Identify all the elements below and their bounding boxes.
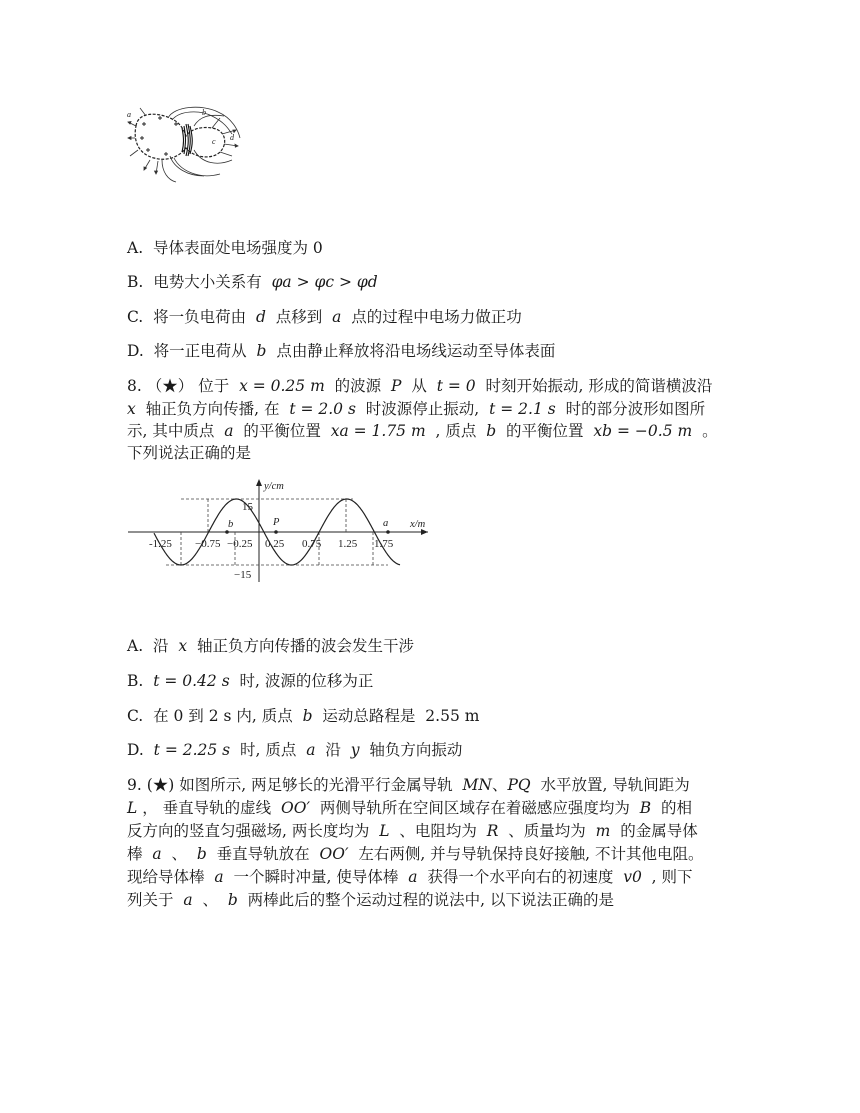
q7-option-b[interactable]: B. 电势大小关系有 φa > φc > φd — [127, 273, 378, 291]
x-axis-label: x/m — [410, 519, 426, 530]
q9-stem-line-2: L ， 垂直导轨的虚线 OO′ 两侧导轨所在空间区域存在着磁感应强度均为 B 的相 — [127, 799, 692, 817]
x-tick-0.25: 0.25 — [265, 538, 285, 550]
q7-option-d[interactable]: D. 将一正电荷从 b 点由静止释放将沿电场线运动至导体表面 — [127, 342, 556, 360]
q8-stem-line-2: x 轴正负方向传播, 在 t = 2.0 s 时波源停止振动, t = 2.1 s 时的部分波形如图所 — [127, 400, 706, 418]
potential-relation: φa > φc > φd — [271, 273, 378, 291]
q9-stem-line-6: 列关于 a 、 b 两棒此后的整个运动过程的说法中, 以下说法正确的是 — [127, 891, 615, 909]
point-b — [225, 530, 229, 534]
wave-graph — [128, 477, 438, 587]
star-icon: (★) — [146, 776, 175, 794]
q8-stem-line-4: 下列说法正确的是 — [127, 444, 252, 462]
x-tick-neg0.25: −0.25 — [227, 538, 253, 550]
q9-stem-line-1: 9. (★) 如图所示, 两足够长的光滑平行金属导轨 MN、PQ 水平放置, 导轨间距为 — [127, 776, 690, 794]
q8-stem-line-3: 示, 其中质点 a 的平衡位置 xa = 1.75 m , 质点 b 的平衡位置 xb = −0.5 m 。 — [127, 422, 718, 440]
point-a — [386, 530, 390, 534]
y-tick-neg15: −15 — [234, 569, 252, 581]
star-icon: （★） — [146, 377, 194, 395]
x-tick-neg1.25: -1.25 — [149, 538, 172, 550]
conductor-field-figure — [128, 104, 278, 184]
q7-option-c[interactable]: C. 将一负电荷由 d 点移到 a 点的过程中电场力做正功 — [127, 308, 522, 326]
q8-option-b[interactable]: B. t = 0.42 s 时, 波源的位移为正 — [127, 672, 374, 690]
q9-stem-line-4: 棒 a 、 b 垂直导轨放在 OO′ 左右两侧, 并与导轨保持良好接触, 不计其他电阻。 — [127, 845, 704, 863]
q8-number: 8. — [127, 377, 142, 395]
y-tick-15: 15 — [242, 501, 253, 513]
figure-label-c: c — [212, 137, 216, 146]
figure-label-a: a — [127, 110, 131, 119]
x-tick-0.75: 0.75 — [302, 538, 322, 550]
x-tick-1.25: 1.25 — [338, 538, 358, 550]
q8-option-d[interactable]: D. t = 2.25 s 时, 质点 a 沿 y 轴负方向振动 — [127, 741, 463, 759]
q8-option-c[interactable]: C. 在 0 到 2 s 内, 质点 b 运动总路程是 2.55 m — [127, 707, 480, 725]
point-p — [274, 530, 278, 534]
figure-label-b: b — [202, 108, 206, 117]
x-tick-neg0.75: −0.75 — [195, 538, 221, 550]
q9-number: 9. — [127, 776, 142, 794]
q8-stem-line-1: 8. （★） 位于 x = 0.25 m 的波源 P 从 t = 0 时刻开始振动, 形成的简谐横波沿 — [127, 377, 713, 395]
figure-label-d: d — [230, 133, 234, 142]
x-tick-1.75: 1.75 — [374, 538, 394, 550]
point-a-label: a — [383, 518, 389, 529]
y-axis-label: y/cm — [264, 481, 284, 492]
q9-stem-line-3: 反方向的竖直匀强磁场, 两长度均为 L 、电阻均为 R 、质量均为 m 的金属导体 — [127, 822, 698, 840]
point-b-label: b — [228, 519, 234, 530]
point-p-label: P — [273, 517, 280, 528]
q9-stem-line-5: 现给导体棒 a 一个瞬时冲量, 使导体棒 a 获得一个水平向右的初速度 v0 , 则下 — [127, 868, 693, 886]
q7-option-a[interactable]: A. 导体表面处电场强度为 0 — [127, 239, 323, 257]
q8-option-a[interactable]: A. 沿 x 轴正负方向传播的波会发生干涉 — [127, 637, 414, 655]
